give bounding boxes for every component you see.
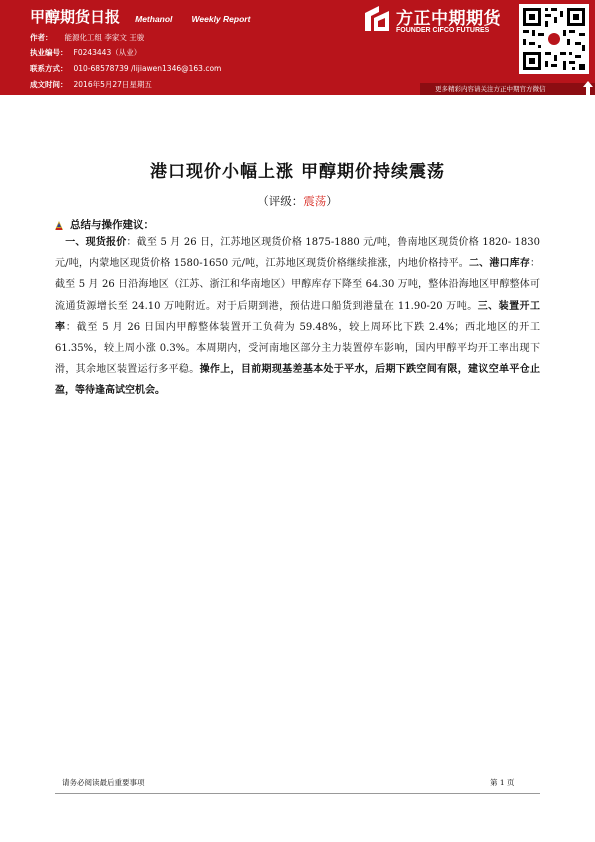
operating-rate-text: ：截至 5 月 26 日国内甲醇整体装置开工负荷为 59.48%，较上周环比下跌 2.4%；西北地区的开工 61.35%，较上周小涨 0.3%。本周期内，受河南地区部分主力装置停车影响，国内甲醇平均开工率出现下滑，其余地区装置运行多平稳。 xyxy=(55,321,540,376)
page-number: 第 1 页 xyxy=(490,778,515,787)
logo-text-en: FOUNDER CIFCO FUTURES xyxy=(396,27,490,34)
logo-text-cn: 方正中期期货 xyxy=(396,9,501,29)
report-header xyxy=(0,0,595,95)
company-logo xyxy=(362,4,512,44)
arrow-up-icon xyxy=(582,80,594,96)
summary-paragraph xyxy=(55,232,540,402)
port-inventory-label: 二、港口库存 xyxy=(468,258,531,270)
rating-suffix: ） xyxy=(326,194,338,208)
logo-mark-icon xyxy=(362,4,392,34)
report-title: 甲醇期货日报 xyxy=(30,8,121,26)
author-line xyxy=(30,32,144,43)
contact-key: 联系方式： xyxy=(30,64,68,73)
spot-price-text: ：截至 5 月 26 日，江苏地区现货价格 1875-1880 元/吨，鲁南地区现货价格 1820- 1830 元/吨，内蒙地区现货价格 1580-1650 元/吨，江苏地区现货价格继续推涨，内地价格持平。 xyxy=(55,237,540,270)
operating-rate-label: 三、装置开工率 xyxy=(55,300,541,333)
qr-code-icon xyxy=(519,4,589,74)
document-title: 港口现价小幅上涨 甲醇期价持续震荡 xyxy=(150,162,445,182)
bullet-flag-icon xyxy=(54,220,64,231)
date-value: 2016年5月27日星期五 xyxy=(73,80,152,89)
rating-value: 震荡 xyxy=(303,194,327,208)
report-subtitle-methanol: Methanol xyxy=(135,14,173,24)
report-title-row xyxy=(30,6,250,27)
report-subtitle-weekly: Weekly Report xyxy=(191,14,251,24)
license-value: F0243443（从业） xyxy=(73,48,142,57)
date-key: 成文时间： xyxy=(30,80,68,89)
license-line xyxy=(30,47,141,58)
section-heading xyxy=(54,217,154,232)
footer-divider xyxy=(55,793,540,794)
section-title: 总结与操作建议： xyxy=(70,219,154,231)
rating-line xyxy=(0,193,595,209)
rating-prefix: （评级： xyxy=(257,194,304,208)
spot-price-label: 一、现货报价 xyxy=(65,237,127,248)
author-value: 能源化工组 李家文 王骏 xyxy=(64,33,145,42)
contact-line xyxy=(30,63,221,74)
date-line xyxy=(30,79,152,90)
license-key: 执业编号： xyxy=(30,48,68,57)
port-inventory-text: ：截至 5 月 26 日沿海地区（江苏、浙江和华南地区）甲醇库存下降至 64.30 万吨，整体沿海地区甲醇整体可流通货源增长至 24.10 万吨附近。对于后期到港，预估进口船货到港量在 11.90-20 万吨。 xyxy=(55,258,541,312)
footer-disclaimer: 请务必阅读最后重要事项 xyxy=(62,778,145,787)
contact-value: 010-68578739 /lijiawen1346@163.com xyxy=(73,64,222,73)
author-key: 作者： xyxy=(30,33,53,42)
follow-text: 更多精彩内容请关注方正中期官方微信 xyxy=(435,85,546,93)
strategy-text: 操作上，目前期现基差基本处于平水，后期下跌空间有限，建议空单平仓止盈，等待逢高试空机会。 xyxy=(55,364,541,397)
